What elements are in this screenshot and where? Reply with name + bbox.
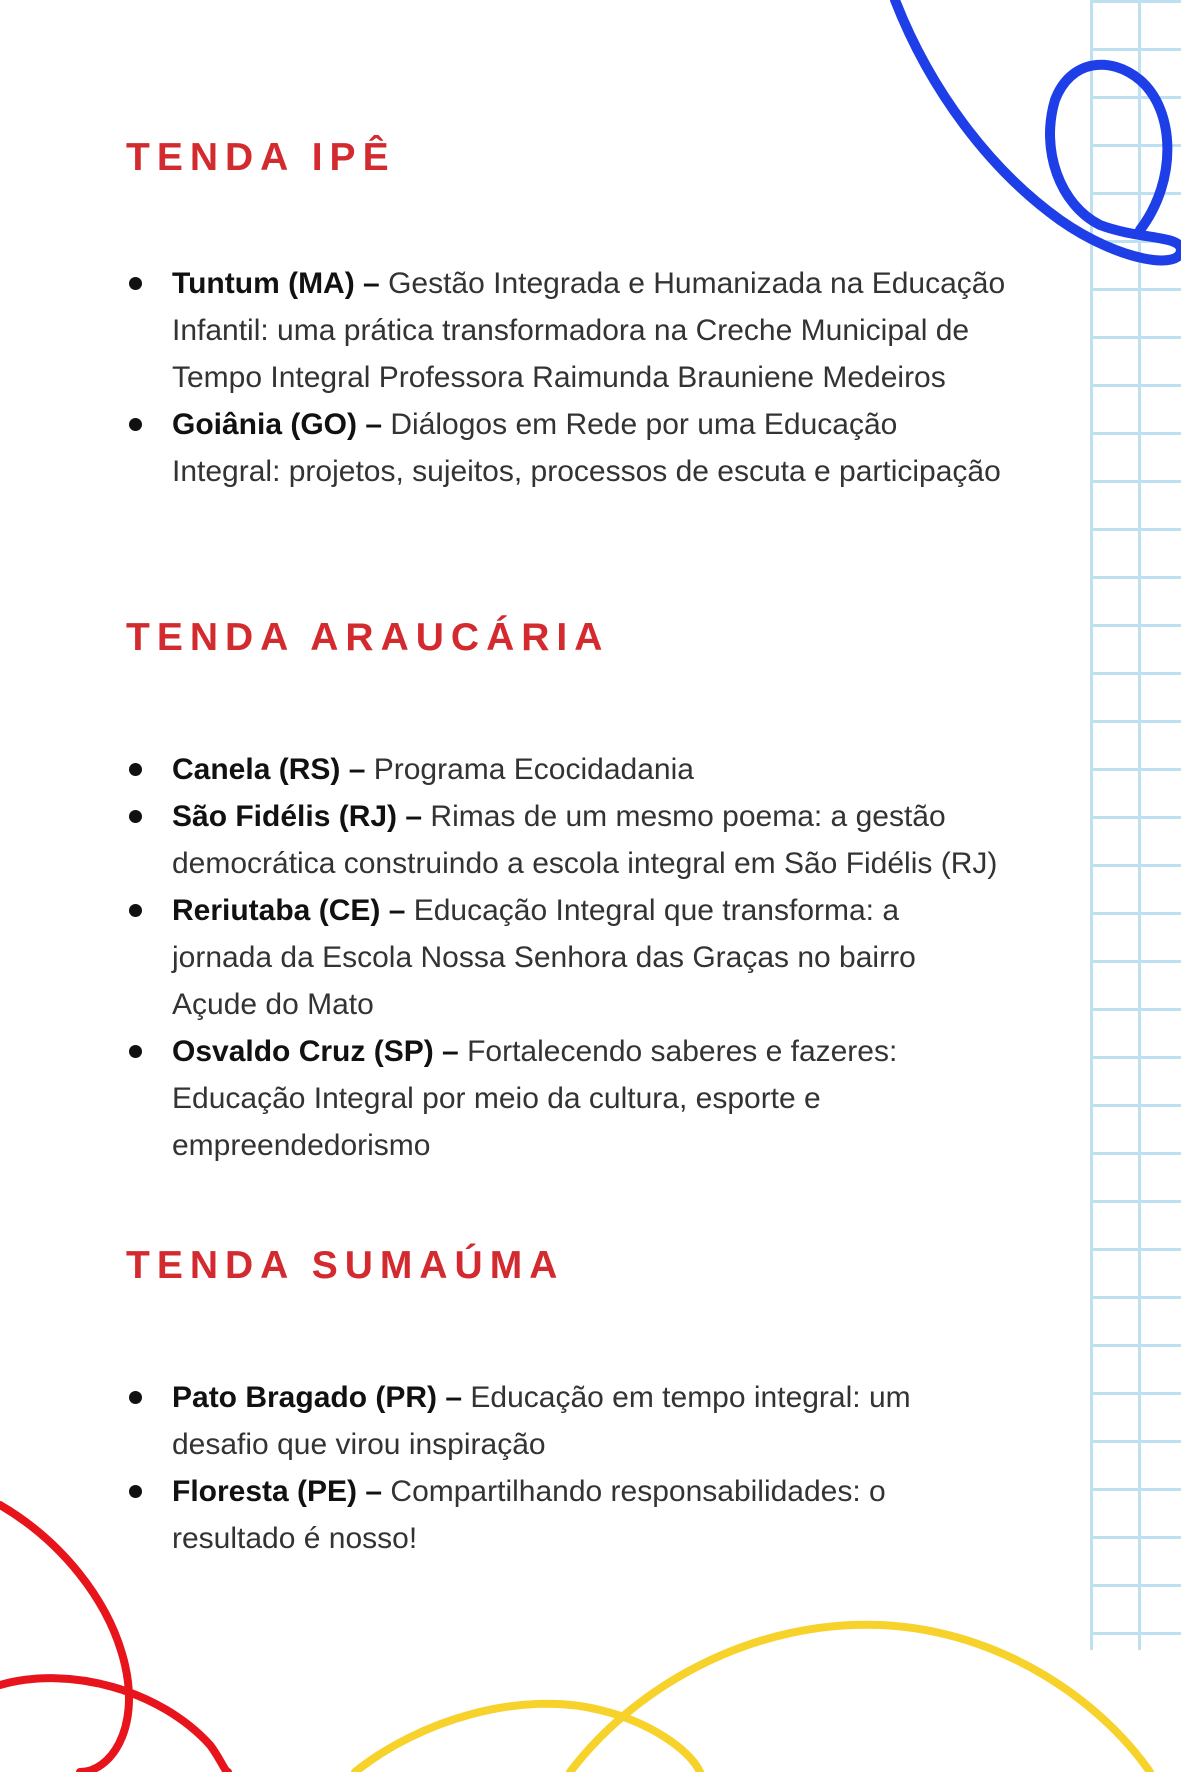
section-title: TENDA ARAUCÁRIA [126, 616, 610, 659]
list-item [126, 401, 1006, 495]
bullet-icon [129, 904, 142, 917]
project-list [126, 1374, 1006, 1562]
project-title: Compartilhando responsabilidades: o resultado é nosso! [172, 1475, 886, 1555]
yellow-swirl [355, 1625, 1150, 1772]
project-title: Educação Integral que transforma: a jornada da Escola Nossa Senhora das Graças no bairro Açude do Mato [172, 894, 916, 1021]
city-label: Canela (RS) – [172, 753, 366, 786]
city-label: Tuntum (MA) – [172, 267, 380, 300]
bullet-icon [129, 1391, 142, 1404]
project-title: Rimas de um mesmo poema: a gestão democrática construindo a escola integral em São Fidélis (RJ) [172, 800, 998, 880]
list-item [126, 1028, 1006, 1169]
project-title: Educação em tempo integral: um desafio que virou inspiração [172, 1381, 911, 1461]
bullet-icon [129, 1045, 142, 1058]
project-title: Fortalecendo saberes e fazeres: Educação Integral por meio da cultura, esporte e empreendedorismo [172, 1035, 898, 1162]
project-title: Programa Ecocidadania [373, 753, 694, 786]
bullet-icon [129, 810, 142, 823]
city-label: São Fidélis (RJ) – [172, 800, 423, 833]
bullet-icon [129, 277, 142, 290]
city-label: Osvaldo Cruz (SP) – [172, 1035, 459, 1068]
city-label: Reriutaba (CE) – [172, 894, 406, 927]
bullet-icon [129, 418, 142, 431]
city-label: Floresta (PE) – [172, 1475, 383, 1508]
list-item [126, 793, 1006, 887]
section-title: TENDA IPÊ [126, 136, 396, 179]
project-title: Diálogos em Rede por uma Educação Integral: projetos, sujeitos, processos de escuta e participação [172, 408, 1001, 488]
city-label: Goiânia (GO) – [172, 408, 383, 441]
bullet-icon [129, 1485, 142, 1498]
list-item [126, 746, 1006, 793]
project-title: Gestão Integrada e Humanizada na Educação Infantil: uma prática transformadora na Creche Municipal de Tempo Integral Professora Raimunda Brauniene Medeiros [172, 267, 1006, 394]
list-item [126, 887, 1006, 1028]
project-list [126, 260, 1006, 495]
city-label: Pato Bragado (PR) – [172, 1381, 463, 1414]
section-title: TENDA SUMAÚMA [126, 1244, 565, 1287]
section-tenda-ipe [126, 130, 1006, 495]
list-item [126, 1374, 1006, 1468]
section-tenda-araucaria [126, 610, 1006, 1169]
project-list [126, 746, 1006, 1169]
bullet-icon [129, 763, 142, 776]
section-tenda-sumauma [126, 1238, 1006, 1562]
list-item [126, 260, 1006, 401]
list-item [126, 1468, 1006, 1562]
